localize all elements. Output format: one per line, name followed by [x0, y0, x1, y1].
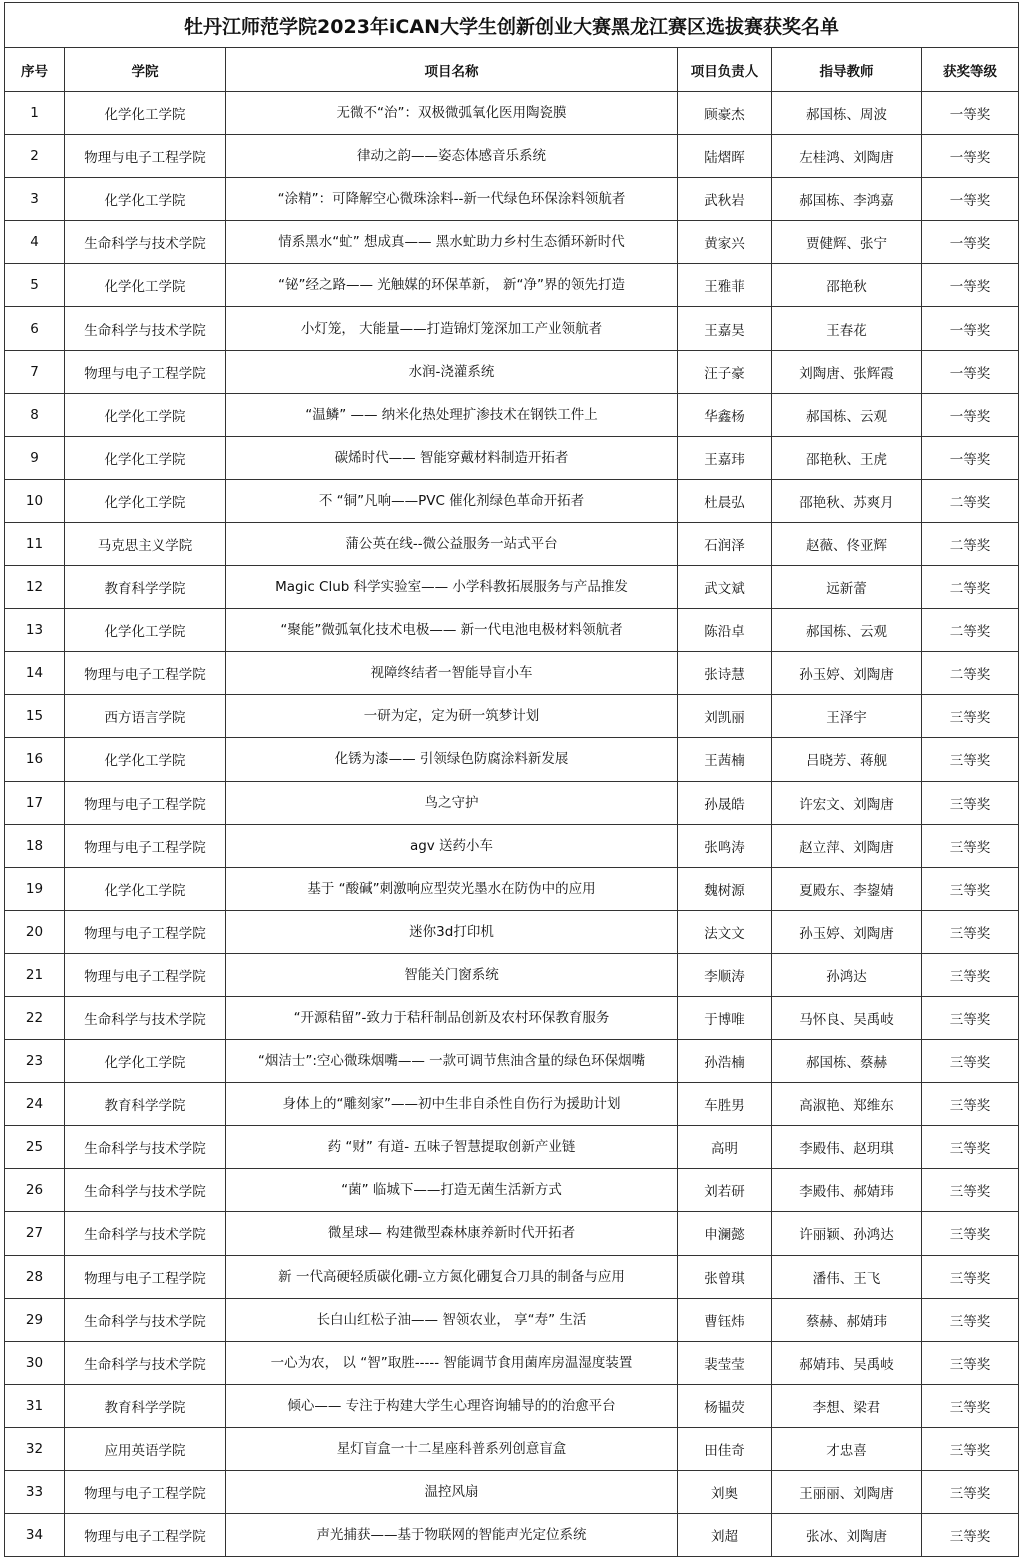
table-row: [5, 92, 1019, 135]
column-header-college: 学院: [65, 48, 226, 92]
cell-no: 4: [5, 221, 65, 264]
cell-leader: 陈沿卓: [678, 609, 772, 652]
cell-leader: 华鑫杨: [678, 393, 772, 436]
cell-no: 31: [5, 1384, 65, 1427]
table-row: [5, 1427, 1019, 1470]
cell-award: 一等奖: [922, 350, 1019, 393]
cell-leader: 申澜懿: [678, 1212, 772, 1255]
table-row: [5, 264, 1019, 307]
cell-no: 20: [5, 910, 65, 953]
cell-leader: 张鸣涛: [678, 824, 772, 867]
cell-project: 视障终结者一智能导盲小车: [226, 652, 678, 695]
table-row: [5, 350, 1019, 393]
cell-no: 33: [5, 1471, 65, 1514]
cell-leader: 魏树源: [678, 867, 772, 910]
cell-award: 一等奖: [922, 221, 1019, 264]
cell-advisor: 郝国栋、云观: [772, 609, 922, 652]
cell-project: 身体上的“雕刻家”——初中生非自杀性自伤行为援助计划: [226, 1083, 678, 1126]
cell-leader: 孙浩楠: [678, 1040, 772, 1083]
cell-advisor: 李殿伟、赵玥琪: [772, 1126, 922, 1169]
cell-college: 西方语言学院: [65, 695, 226, 738]
cell-college: 化学化工学院: [65, 178, 226, 221]
cell-no: 1: [5, 92, 65, 135]
table-row: [5, 178, 1019, 221]
cell-advisor: 王丽丽、刘陶唐: [772, 1471, 922, 1514]
table-row: [5, 695, 1019, 738]
cell-college: 教育科学学院: [65, 1083, 226, 1126]
cell-award: 三等奖: [922, 1126, 1019, 1169]
cell-advisor: 李想、梁君: [772, 1384, 922, 1427]
cell-no: 14: [5, 652, 65, 695]
cell-advisor: 左桂鸿、刘陶唐: [772, 135, 922, 178]
cell-college: 生命科学与技术学院: [65, 1126, 226, 1169]
cell-no: 26: [5, 1169, 65, 1212]
table-row: [5, 738, 1019, 781]
cell-college: 物理与电子工程学院: [65, 350, 226, 393]
cell-project: 药 “财” 有道- 五味子智慧提取创新产业链: [226, 1126, 678, 1169]
cell-no: 5: [5, 264, 65, 307]
cell-no: 22: [5, 996, 65, 1039]
cell-award: 二等奖: [922, 479, 1019, 522]
cell-leader: 杜晨弘: [678, 479, 772, 522]
cell-award: 三等奖: [922, 781, 1019, 824]
cell-advisor: 李殿伟、郝婧玮: [772, 1169, 922, 1212]
cell-leader: 于博唯: [678, 996, 772, 1039]
cell-no: 16: [5, 738, 65, 781]
cell-college: 化学化工学院: [65, 393, 226, 436]
cell-project: 无微不“治”：双极微弧氧化医用陶瓷膜: [226, 92, 678, 135]
cell-advisor: 刘陶唐、张辉霞: [772, 350, 922, 393]
cell-project: 倾心—— 专注于构建大学生心理咨询辅导的的治愈平台: [226, 1384, 678, 1427]
cell-college: 物理与电子工程学院: [65, 1471, 226, 1514]
cell-award: 三等奖: [922, 867, 1019, 910]
cell-project: agv 送药小车: [226, 824, 678, 867]
column-header-leader: 项目负责人: [678, 48, 772, 92]
cell-college: 物理与电子工程学院: [65, 824, 226, 867]
cell-no: 13: [5, 609, 65, 652]
cell-award: 一等奖: [922, 436, 1019, 479]
column-header-award: 获奖等级: [922, 48, 1019, 92]
cell-leader: 武文斌: [678, 566, 772, 609]
cell-advisor: 高淑艳、郑维东: [772, 1083, 922, 1126]
award-list-table: [4, 2, 1019, 1557]
table-row: [5, 135, 1019, 178]
cell-college: 物理与电子工程学院: [65, 652, 226, 695]
cell-leader: 刘超: [678, 1514, 772, 1557]
table-header-row: [5, 48, 1019, 92]
column-header-no: 序号: [5, 48, 65, 92]
cell-no: 15: [5, 695, 65, 738]
cell-college: 化学化工学院: [65, 479, 226, 522]
table-row: [5, 566, 1019, 609]
cell-college: 化学化工学院: [65, 92, 226, 135]
cell-college: 物理与电子工程学院: [65, 1255, 226, 1298]
cell-leader: 黄家兴: [678, 221, 772, 264]
cell-award: 一等奖: [922, 307, 1019, 350]
table-row: [5, 1212, 1019, 1255]
cell-college: 生命科学与技术学院: [65, 1298, 226, 1341]
cell-advisor: 赵薇、佟亚辉: [772, 522, 922, 565]
cell-project: 基于 “酸碱”刺激响应型荧光墨水在防伪中的应用: [226, 867, 678, 910]
cell-leader: 刘若研: [678, 1169, 772, 1212]
cell-no: 28: [5, 1255, 65, 1298]
cell-project: “菌” 临城下——打造无菌生活新方式: [226, 1169, 678, 1212]
cell-college: 物理与电子工程学院: [65, 135, 226, 178]
cell-college: 生命科学与技术学院: [65, 996, 226, 1039]
cell-award: 三等奖: [922, 1298, 1019, 1341]
cell-award: 一等奖: [922, 178, 1019, 221]
table-row: [5, 609, 1019, 652]
cell-award: 一等奖: [922, 135, 1019, 178]
cell-leader: 李顺涛: [678, 953, 772, 996]
table-row: [5, 1298, 1019, 1341]
cell-advisor: 郝国栋、李鸿嘉: [772, 178, 922, 221]
cell-leader: 孙晟皓: [678, 781, 772, 824]
cell-advisor: 王春花: [772, 307, 922, 350]
cell-award: 三等奖: [922, 1341, 1019, 1384]
cell-project: 蒲公英在线--微公益服务一站式平台: [226, 522, 678, 565]
cell-college: 教育科学学院: [65, 1384, 226, 1427]
cell-advisor: 夏殿东、李鋆婧: [772, 867, 922, 910]
cell-advisor: 郝国栋、蔡赫: [772, 1040, 922, 1083]
cell-award: 二等奖: [922, 652, 1019, 695]
cell-award: 三等奖: [922, 996, 1019, 1039]
cell-no: 25: [5, 1126, 65, 1169]
cell-award: 一等奖: [922, 393, 1019, 436]
cell-project: 微星球— 构建微型森林康养新时代开拓者: [226, 1212, 678, 1255]
table-row: [5, 522, 1019, 565]
table-row: [5, 781, 1019, 824]
cell-leader: 王嘉玮: [678, 436, 772, 479]
cell-award: 三等奖: [922, 695, 1019, 738]
cell-project: 水润-浇灌系统: [226, 350, 678, 393]
table-row: [5, 436, 1019, 479]
cell-award: 三等奖: [922, 824, 1019, 867]
cell-leader: 杨韫荧: [678, 1384, 772, 1427]
cell-leader: 汪子豪: [678, 350, 772, 393]
cell-leader: 武秋岩: [678, 178, 772, 221]
table-row: [5, 307, 1019, 350]
cell-leader: 法文文: [678, 910, 772, 953]
cell-college: 生命科学与技术学院: [65, 307, 226, 350]
cell-project: 一研为定，定为研一筑梦计划: [226, 695, 678, 738]
cell-college: 马克思主义学院: [65, 522, 226, 565]
cell-project: 鸟之守护: [226, 781, 678, 824]
cell-no: 32: [5, 1427, 65, 1470]
cell-college: 物理与电子工程学院: [65, 953, 226, 996]
cell-advisor: 郝国栋、周波: [772, 92, 922, 135]
table-row: [5, 1255, 1019, 1298]
table-row: [5, 221, 1019, 264]
cell-award: 二等奖: [922, 566, 1019, 609]
cell-advisor: 郝婧玮、吴禹岐: [772, 1341, 922, 1384]
cell-leader: 刘凯丽: [678, 695, 772, 738]
cell-no: 11: [5, 522, 65, 565]
cell-advisor: 许宏文、刘陶唐: [772, 781, 922, 824]
cell-project: 迷你3d打印机: [226, 910, 678, 953]
cell-advisor: 赵立萍、刘陶唐: [772, 824, 922, 867]
cell-project: 情系黑水“虻” 想成真—— 黑水虻助力乡村生态循环新时代: [226, 221, 678, 264]
cell-leader: 高明: [678, 1126, 772, 1169]
table-row: [5, 1169, 1019, 1212]
cell-award: 三等奖: [922, 1471, 1019, 1514]
cell-advisor: 远新蕾: [772, 566, 922, 609]
table-row: [5, 1514, 1019, 1557]
table-row: [5, 652, 1019, 695]
cell-college: 化学化工学院: [65, 264, 226, 307]
cell-award: 二等奖: [922, 609, 1019, 652]
cell-award: 一等奖: [922, 264, 1019, 307]
cell-award: 三等奖: [922, 953, 1019, 996]
cell-advisor: 孙玉婷、刘陶唐: [772, 910, 922, 953]
cell-no: 8: [5, 393, 65, 436]
cell-project: 化锈为漆—— 引领绿色防腐涂料新发展: [226, 738, 678, 781]
cell-award: 三等奖: [922, 1040, 1019, 1083]
cell-leader: 王嘉昊: [678, 307, 772, 350]
cell-project: 星灯盲盒一十二星座科普系列创意盲盒: [226, 1427, 678, 1470]
cell-project: 律动之韵——姿态体感音乐系统: [226, 135, 678, 178]
cell-advisor: 孙鸿达: [772, 953, 922, 996]
cell-advisor: 蔡赫、郝婧玮: [772, 1298, 922, 1341]
cell-no: 10: [5, 479, 65, 522]
cell-college: 物理与电子工程学院: [65, 781, 226, 824]
cell-leader: 张诗慧: [678, 652, 772, 695]
cell-college: 生命科学与技术学院: [65, 221, 226, 264]
cell-award: 三等奖: [922, 1427, 1019, 1470]
cell-no: 18: [5, 824, 65, 867]
cell-advisor: 潘伟、王飞: [772, 1255, 922, 1298]
cell-college: 生命科学与技术学院: [65, 1341, 226, 1384]
cell-award: 三等奖: [922, 1514, 1019, 1557]
cell-advisor: 才忠喜: [772, 1427, 922, 1470]
cell-leader: 裴莹莹: [678, 1341, 772, 1384]
page-title: 牡丹江师范学院2023年iCAN大学生创新创业大赛黑龙江赛区选拔赛获奖名单: [5, 3, 1019, 48]
cell-college: 化学化工学院: [65, 738, 226, 781]
cell-project: 温控风扇: [226, 1471, 678, 1514]
table-row: [5, 824, 1019, 867]
cell-project: 小灯笼， 大能量——打造锦灯笼深加工产业领航者: [226, 307, 678, 350]
cell-college: 教育科学学院: [65, 566, 226, 609]
cell-award: 一等奖: [922, 92, 1019, 135]
cell-leader: 曹钰炜: [678, 1298, 772, 1341]
cell-no: 34: [5, 1514, 65, 1557]
cell-project: “开源秸留”-致力于秸秆制品创新及农村环保教育服务: [226, 996, 678, 1039]
cell-advisor: 孙玉婷、刘陶唐: [772, 652, 922, 695]
table-row: [5, 1083, 1019, 1126]
cell-leader: 王雅菲: [678, 264, 772, 307]
cell-college: 应用英语学院: [65, 1427, 226, 1470]
table-row: [5, 479, 1019, 522]
cell-project: “温鳞” —— 纳米化热处理扩渗技术在钢铁工件上: [226, 393, 678, 436]
cell-project: 一心为农， 以 “智”取胜----- 智能调节食用菌库房温湿度装置: [226, 1341, 678, 1384]
cell-no: 30: [5, 1341, 65, 1384]
cell-award: 三等奖: [922, 1083, 1019, 1126]
cell-award: 三等奖: [922, 1169, 1019, 1212]
cell-college: 生命科学与技术学院: [65, 1169, 226, 1212]
cell-leader: 车胜男: [678, 1083, 772, 1126]
cell-award: 三等奖: [922, 1212, 1019, 1255]
cell-project: “涂精”：可降解空心微珠涂料--新一代绿色环保涂料领航者: [226, 178, 678, 221]
table-row: [5, 910, 1019, 953]
cell-project: 智能关门窗系统: [226, 953, 678, 996]
cell-advisor: 郝国栋、云观: [772, 393, 922, 436]
table-row: [5, 1471, 1019, 1514]
cell-leader: 田佳奇: [678, 1427, 772, 1470]
cell-project: “烟洁士”:空心微珠烟嘴—— 一款可调节焦油含量的绿色环保烟嘴: [226, 1040, 678, 1083]
cell-project: 新 一代高硬轻质碳化硼-立方氮化硼复合刀具的制备与应用: [226, 1255, 678, 1298]
cell-college: 生命科学与技术学院: [65, 1212, 226, 1255]
cell-award: 三等奖: [922, 1384, 1019, 1427]
cell-no: 24: [5, 1083, 65, 1126]
cell-advisor: 许丽颖、孙鸿达: [772, 1212, 922, 1255]
cell-advisor: 邵艳秋、王虎: [772, 436, 922, 479]
cell-college: 物理与电子工程学院: [65, 1514, 226, 1557]
cell-project: “铋”经之路—— 光触媒的环保革新， 新“净”界的领先打造: [226, 264, 678, 307]
cell-no: 3: [5, 178, 65, 221]
cell-college: 化学化工学院: [65, 867, 226, 910]
table-row: [5, 1040, 1019, 1083]
cell-project: “聚能”微弧氧化技术电极—— 新一代电池电极材料领航者: [226, 609, 678, 652]
cell-leader: 陆熠晖: [678, 135, 772, 178]
cell-project: 声光捕获——基于物联网的智能声光定位系统: [226, 1514, 678, 1557]
cell-award: 三等奖: [922, 910, 1019, 953]
cell-leader: 刘奥: [678, 1471, 772, 1514]
cell-advisor: 吕晓芳、蒋舰: [772, 738, 922, 781]
table-row: [5, 867, 1019, 910]
table-row: [5, 393, 1019, 436]
cell-advisor: 马怀良、吴禹岐: [772, 996, 922, 1039]
cell-no: 19: [5, 867, 65, 910]
table-row: [5, 996, 1019, 1039]
cell-college: 化学化工学院: [65, 1040, 226, 1083]
cell-leader: 张曾琪: [678, 1255, 772, 1298]
cell-leader: 石润泽: [678, 522, 772, 565]
cell-advisor: 王泽宇: [772, 695, 922, 738]
cell-no: 21: [5, 953, 65, 996]
cell-award: 二等奖: [922, 522, 1019, 565]
cell-no: 7: [5, 350, 65, 393]
cell-no: 2: [5, 135, 65, 178]
table-row: [5, 953, 1019, 996]
table-row: [5, 1341, 1019, 1384]
cell-award: 三等奖: [922, 1255, 1019, 1298]
cell-leader: 顾豪杰: [678, 92, 772, 135]
table-row: [5, 1126, 1019, 1169]
cell-advisor: 邵艳秋: [772, 264, 922, 307]
cell-college: 化学化工学院: [65, 436, 226, 479]
cell-no: 12: [5, 566, 65, 609]
cell-college: 化学化工学院: [65, 609, 226, 652]
cell-college: 物理与电子工程学院: [65, 910, 226, 953]
column-header-project: 项目名称: [226, 48, 678, 92]
cell-no: 17: [5, 781, 65, 824]
cell-no: 29: [5, 1298, 65, 1341]
cell-project: 碳烯时代—— 智能穿戴材料制造开拓者: [226, 436, 678, 479]
cell-advisor: 邵艳秋、苏爽月: [772, 479, 922, 522]
table-row: [5, 1384, 1019, 1427]
cell-project: 长白山红松子油—— 智领农业， 享“寿” 生活: [226, 1298, 678, 1341]
cell-advisor: 张冰、刘陶唐: [772, 1514, 922, 1557]
cell-no: 6: [5, 307, 65, 350]
cell-no: 27: [5, 1212, 65, 1255]
cell-project: 不 “铜”凡响——PVC 催化剂绿色革命开拓者: [226, 479, 678, 522]
cell-award: 三等奖: [922, 738, 1019, 781]
cell-leader: 王茜楠: [678, 738, 772, 781]
column-header-advisor: 指导教师: [772, 48, 922, 92]
cell-no: 23: [5, 1040, 65, 1083]
cell-advisor: 贾健辉、张宁: [772, 221, 922, 264]
cell-no: 9: [5, 436, 65, 479]
cell-project: Magic Club 科学实验室—— 小学科教拓展服务与产品推发: [226, 566, 678, 609]
